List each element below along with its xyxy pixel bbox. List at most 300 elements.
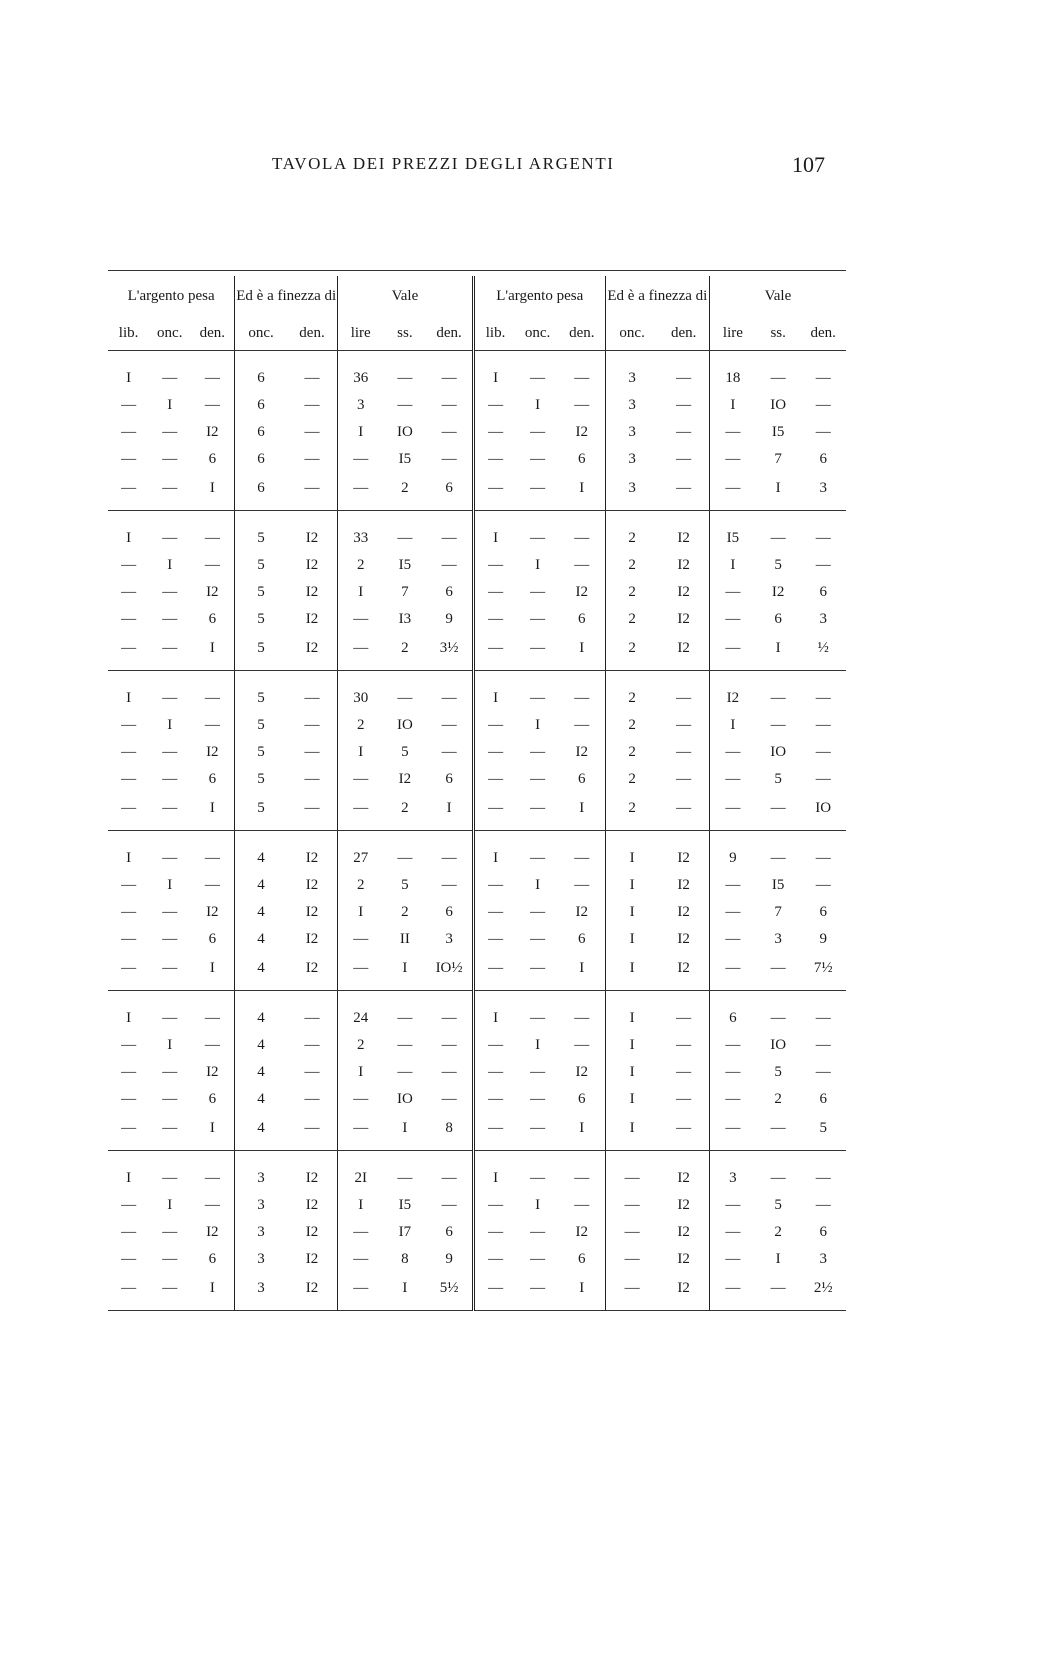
table-cell-fin-onc: 3: [257, 1251, 265, 1267]
table-cell-den: 6: [559, 1246, 606, 1273]
table-cell-onc: —: [162, 744, 178, 760]
table-cell-fin-onc: I: [605, 1113, 658, 1151]
table-cell-lib: —: [488, 877, 504, 893]
table-cell-onc: I: [535, 557, 541, 573]
table-cell-fin-den: I2: [658, 1246, 709, 1273]
table-cell-lire: I: [730, 397, 736, 413]
table-cell-fin-onc: 5: [235, 793, 287, 831]
table-cell-lire: —: [709, 633, 756, 671]
table-cell-ss: 5: [774, 1197, 782, 1213]
table-cell-fin-den: I2: [287, 511, 338, 553]
table-cell-lire: 3: [729, 1170, 737, 1186]
table-cell-lib: —: [121, 424, 137, 440]
table-cell-fin-onc: I: [629, 1010, 635, 1026]
table-cell-lib: —: [473, 953, 516, 991]
table-cell-ss: —: [397, 1037, 413, 1053]
table-cell-fin-onc: 4: [257, 904, 265, 920]
table-cell-den: I: [190, 633, 234, 671]
table-cell-fin-onc: I: [629, 931, 635, 947]
unit-header-ss: ss.: [756, 316, 800, 351]
table-row: [108, 671, 846, 713]
table-cell-val-den: —: [427, 671, 474, 713]
table-cell-lib: I: [493, 1010, 499, 1026]
table-cell-lib: —: [121, 1064, 137, 1080]
table-cell-val-den: —: [815, 850, 831, 866]
table-cell-lib: —: [488, 1091, 504, 1107]
table-cell-val-den: —: [815, 397, 831, 413]
table-cell-fin-den: I2: [287, 633, 338, 671]
table-cell-ss: IO: [770, 1037, 787, 1053]
table-cell-fin-den: I2: [658, 633, 709, 671]
table-cell-lire: —: [725, 611, 741, 627]
table-cell-fin-den: I2: [287, 872, 338, 899]
table-cell-fin-onc: 2: [628, 744, 636, 760]
table-cell-ss: —: [770, 370, 786, 386]
unit-header-lire: lire: [709, 316, 756, 351]
table-cell-val-den: 6: [427, 473, 474, 511]
table-cell-lire: —: [725, 904, 741, 920]
table-row: [108, 1246, 846, 1273]
table-cell-val-den: IO: [800, 793, 846, 831]
table-cell-onc: I: [167, 557, 173, 573]
table-cell-fin-onc: 6: [257, 451, 265, 467]
table-cell-onc: —: [530, 1170, 546, 1186]
table-cell-onc: —: [516, 1273, 558, 1311]
table-cell-den: —: [559, 872, 606, 899]
table-cell-val-den: —: [815, 771, 831, 787]
table-row: [108, 1113, 846, 1151]
table-cell-fin-den: I2: [287, 831, 338, 873]
table-cell-fin-onc: I: [629, 1037, 635, 1053]
table-cell-den: —: [559, 1151, 606, 1193]
table-row: [108, 793, 846, 831]
table-cell-onc: —: [162, 424, 178, 440]
table-cell-ss: I5: [771, 877, 785, 893]
table-cell-ss: 7: [774, 451, 782, 467]
group-header-row: [108, 276, 846, 316]
table-cell-fin-den: I2: [287, 606, 338, 633]
table-cell-den: 6: [559, 1086, 606, 1113]
table-cell-onc: —: [516, 793, 558, 831]
table-cell-lire: 33: [353, 530, 369, 546]
table-cell-val-den: 5½: [427, 1273, 474, 1311]
table-cell-lib: I: [493, 530, 499, 546]
table-row: [108, 1151, 846, 1193]
unit-header-val-den: den.: [800, 316, 846, 351]
table-cell-onc: I: [167, 717, 173, 733]
table-cell-val-den: —: [815, 690, 831, 706]
table-cell-den: —: [559, 351, 606, 393]
table-cell-fin-onc: 2: [628, 530, 636, 546]
table-cell-den: I: [559, 793, 606, 831]
table-cell-fin-onc: 3: [257, 1224, 265, 1240]
table-cell-lib: —: [488, 1037, 504, 1053]
table-cell-fin-den: —: [658, 1059, 709, 1086]
table-cell-ss: —: [397, 850, 413, 866]
table-cell-den: —: [190, 712, 234, 739]
table-cell-onc: —: [530, 451, 546, 467]
table-cell-onc: I: [535, 717, 541, 733]
table-cell-fin-den: —: [658, 351, 709, 393]
table-cell-den: —: [559, 1032, 606, 1059]
table-cell-lire: 2: [356, 877, 365, 893]
table-cell-val-den: —: [815, 424, 831, 440]
table-cell-fin-den: —: [658, 793, 709, 831]
table-cell-lib: I: [493, 850, 499, 866]
top-rule: [108, 270, 846, 271]
table-cell-lib: —: [488, 1197, 504, 1213]
table-cell-lire: I: [358, 424, 364, 440]
unit-header-den: den.: [190, 316, 234, 351]
table-cell-val-den: 9: [427, 1246, 474, 1273]
table-cell-lib: —: [108, 793, 149, 831]
table-cell-lib: I: [493, 690, 499, 706]
table-cell-fin-onc: 6: [257, 424, 265, 440]
table-cell-ss: I5: [771, 424, 785, 440]
table-row: [108, 831, 846, 873]
table-row: [108, 1059, 846, 1086]
table-cell-val-den: 3½: [427, 633, 474, 671]
table-cell-den: —: [559, 671, 606, 713]
table-cell-fin-onc: I: [629, 850, 635, 866]
table-cell-den: —: [190, 831, 234, 873]
table-cell-lire: I: [730, 557, 736, 573]
table-cell-onc: —: [530, 370, 546, 386]
table-cell-lib: —: [108, 473, 149, 511]
table-row: [108, 739, 846, 766]
table-cell-den: I2: [559, 419, 606, 446]
table-cell-ss: I5: [398, 557, 412, 573]
table-cell-lib: —: [488, 451, 504, 467]
table-cell-ss: 2: [383, 633, 426, 671]
table-cell-onc: —: [162, 1224, 178, 1240]
unit-header-fin-onc: onc.: [605, 316, 658, 351]
table-cell-val-den: 6: [819, 584, 827, 600]
table-cell-den: 6: [559, 606, 606, 633]
table-cell-lib: I: [126, 690, 132, 706]
unit-header-lib: lib.: [108, 316, 149, 351]
table-cell-val-den: —: [427, 511, 474, 553]
table-cell-val-den: —: [815, 1010, 831, 1026]
table-cell-fin-den: I2: [287, 926, 338, 953]
table-cell-onc: —: [149, 633, 190, 671]
table-cell-fin-onc: I: [629, 877, 635, 893]
table-cell-ss: 2: [383, 473, 426, 511]
table-cell-ss: IO: [396, 424, 413, 440]
table-cell-lire: —: [709, 1113, 756, 1151]
table-cell-ss: I: [383, 1113, 426, 1151]
table-cell-val-den: —: [427, 831, 474, 873]
table-row: [108, 633, 846, 671]
table-cell-ss: —: [756, 953, 800, 991]
table-cell-fin-den: I2: [658, 1219, 709, 1246]
table-cell-fin-onc: 3: [605, 473, 658, 511]
table-cell-ss: 5: [774, 557, 782, 573]
value-group-header: Vale: [764, 287, 792, 304]
value-group-header: Vale: [338, 276, 473, 316]
table-cell-lire: —: [709, 953, 756, 991]
table-cell-val-den: 2½: [800, 1273, 846, 1311]
table-cell-fin-onc: 5: [235, 633, 287, 671]
table-cell-onc: —: [162, 931, 178, 947]
table-cell-ss: I5: [398, 1197, 412, 1213]
table-cell-lire: —: [725, 1197, 741, 1213]
table-cell-lib: —: [473, 1113, 516, 1151]
table-cell-fin-den: —: [287, 1113, 338, 1151]
table-row: [108, 579, 846, 606]
table-cell-val-den: —: [427, 739, 474, 766]
table-cell-ss: IO: [770, 744, 787, 760]
table-cell-fin-den: I2: [287, 899, 338, 926]
table-cell-lire: —: [353, 1224, 369, 1240]
table-cell-lib: —: [121, 771, 137, 787]
table-cell-lire: —: [353, 1091, 369, 1107]
table-cell-onc: —: [149, 1113, 190, 1151]
table-cell-lire: 6: [729, 1010, 737, 1026]
table-cell-onc: —: [162, 1251, 178, 1267]
table-cell-val-den: 3: [819, 611, 827, 627]
table-cell-val-den: —: [427, 991, 474, 1033]
table-cell-lib: —: [121, 451, 137, 467]
table-cell-ss: 5: [774, 771, 782, 787]
table-cell-fin-den: —: [658, 392, 709, 419]
table-cell-fin-onc: 5: [257, 557, 265, 573]
table-cell-lib: —: [108, 633, 149, 671]
table-cell-lib: I: [126, 1010, 132, 1026]
table-row: [108, 552, 846, 579]
table-cell-fin-den: —: [658, 1032, 709, 1059]
table-cell-den: 6: [190, 766, 234, 793]
table-cell-onc: —: [530, 530, 546, 546]
table-cell-den: I: [190, 793, 234, 831]
table-cell-den: 6: [190, 606, 234, 633]
table-cell-val-den: —: [427, 1086, 474, 1113]
table-cell-ss: —: [756, 1273, 800, 1311]
table-cell-fin-onc: I: [629, 1091, 635, 1107]
table-cell-den: I2: [190, 579, 234, 606]
table-cell-fin-onc: 2: [628, 690, 636, 706]
table-cell-ss: IO: [396, 717, 413, 733]
unit-header-fin-onc: onc.: [235, 316, 287, 351]
table-cell-ss: —: [770, 1170, 786, 1186]
table-cell-lire: —: [709, 793, 756, 831]
table-cell-val-den: I: [427, 793, 474, 831]
unit-header-den: den.: [559, 316, 606, 351]
table-cell-val-den: 5: [800, 1113, 846, 1151]
table-row: [108, 926, 846, 953]
table-cell-onc: —: [149, 793, 190, 831]
table-cell-fin-den: I2: [658, 872, 709, 899]
table-cell-lire: 2: [356, 557, 365, 573]
table-cell-onc: —: [162, 370, 178, 386]
table-cell-val-den: 6: [819, 451, 827, 467]
table-row: [108, 953, 846, 991]
table-cell-onc: —: [530, 1091, 546, 1107]
table-cell-fin-onc: 3: [628, 370, 636, 386]
table-cell-ss: 5: [401, 877, 409, 893]
table-cell-onc: —: [530, 611, 546, 627]
table-cell-val-den: 3: [819, 1251, 827, 1267]
table-cell-onc: —: [162, 451, 178, 467]
table-cell-fin-den: —: [287, 712, 338, 739]
price-table-body: [108, 351, 846, 1311]
table-cell-ss: —: [397, 1170, 413, 1186]
table-cell-lib: I: [493, 1170, 499, 1186]
table-cell-onc: —: [162, 850, 178, 866]
table-cell-fin-den: —: [287, 1032, 338, 1059]
table-cell-lire: 9: [729, 850, 737, 866]
table-cell-val-den: 9: [427, 606, 474, 633]
table-cell-lire: 24: [353, 1010, 369, 1026]
table-cell-fin-den: I2: [658, 606, 709, 633]
table-row: [108, 606, 846, 633]
table-cell-den: I2: [190, 899, 234, 926]
table-cell-val-den: —: [815, 744, 831, 760]
table-cell-lire: —: [725, 1251, 741, 1267]
table-cell-den: I2: [559, 739, 606, 766]
table-cell-ss: I7: [398, 1224, 412, 1240]
table-cell-fin-den: —: [658, 712, 709, 739]
table-cell-fin-den: I2: [287, 552, 338, 579]
table-row: [108, 1086, 846, 1113]
table-cell-ss: I: [383, 953, 426, 991]
unit-header-lire: lire: [338, 316, 384, 351]
table-cell-lib: —: [121, 584, 137, 600]
table-cell-val-den: 3: [800, 473, 846, 511]
table-cell-fin-den: I2: [287, 579, 338, 606]
table-cell-fin-onc: 6: [235, 473, 287, 511]
table-cell-lire: —: [338, 633, 384, 671]
table-cell-fin-onc: 4: [257, 1064, 265, 1080]
table-cell-fin-den: I2: [287, 1192, 338, 1219]
table-cell-fin-onc: 2: [605, 793, 658, 831]
table-cell-ss: —: [397, 397, 413, 413]
table-cell-ss: I: [756, 633, 800, 671]
table-cell-val-den: —: [427, 1151, 474, 1193]
table-cell-fin-onc: 5: [257, 611, 265, 627]
table-cell-fin-onc: —: [624, 1224, 640, 1240]
table-cell-den: I2: [190, 739, 234, 766]
table-cell-fin-onc: —: [624, 1251, 640, 1267]
table-cell-fin-den: I2: [287, 1273, 338, 1311]
table-cell-fin-onc: 4: [235, 953, 287, 991]
table-cell-lib: —: [121, 717, 137, 733]
table-cell-fin-den: —: [287, 392, 338, 419]
table-cell-lib: I: [126, 850, 132, 866]
table-cell-fin-onc: 6: [257, 370, 265, 386]
table-cell-lib: I: [493, 370, 499, 386]
table-cell-lire: 2I: [354, 1170, 367, 1186]
table-cell-lire: —: [725, 771, 741, 787]
table-cell-ss: 6: [774, 611, 782, 627]
table-cell-lib: —: [488, 1251, 504, 1267]
table-cell-fin-den: —: [658, 446, 709, 473]
table-cell-val-den: 6: [427, 579, 474, 606]
table-cell-ss: —: [756, 793, 800, 831]
table-cell-val-den: —: [427, 712, 474, 739]
table-cell-val-den: —: [427, 1059, 474, 1086]
table-cell-den: —: [190, 872, 234, 899]
table-cell-lire: I: [358, 1064, 364, 1080]
unit-header-lib: lib.: [473, 316, 516, 351]
table-cell-fin-den: —: [658, 1113, 709, 1151]
page-number: 107: [792, 152, 825, 177]
table-cell-fin-onc: I: [629, 1064, 635, 1080]
table-cell-lib: —: [473, 793, 516, 831]
table-cell-ss: 3: [774, 931, 782, 947]
table-cell-fin-den: —: [287, 739, 338, 766]
table-cell-onc: —: [149, 473, 190, 511]
table-cell-fin-onc: 2: [628, 584, 636, 600]
table-cell-ss: —: [770, 850, 786, 866]
table-cell-fin-onc: —: [605, 1273, 658, 1311]
table-cell-lib: —: [488, 584, 504, 600]
table-cell-fin-onc: 5: [257, 744, 265, 760]
table-cell-lib: —: [108, 953, 149, 991]
table-cell-lire: —: [338, 473, 384, 511]
table-cell-onc: —: [149, 1273, 190, 1311]
table-cell-onc: —: [530, 931, 546, 947]
table-row: [108, 766, 846, 793]
table-cell-onc: —: [516, 473, 558, 511]
table-cell-fin-den: —: [287, 793, 338, 831]
table-cell-den: —: [190, 552, 234, 579]
table-cell-lib: —: [121, 397, 137, 413]
table-cell-val-den: —: [815, 1037, 831, 1053]
table-cell-fin-onc: 2: [628, 557, 636, 573]
table-cell-val-den: —: [815, 557, 831, 573]
table-cell-lire: —: [338, 1273, 384, 1311]
table-cell-fin-den: —: [658, 473, 709, 511]
table-cell-den: 6: [190, 926, 234, 953]
table-cell-fin-den: —: [287, 671, 338, 713]
table-cell-val-den: 6: [427, 1219, 474, 1246]
table-cell-val-den: —: [427, 872, 474, 899]
table-cell-onc: —: [530, 1251, 546, 1267]
table-row: [108, 473, 846, 511]
table-cell-val-den: 6: [427, 899, 474, 926]
table-cell-den: —: [190, 351, 234, 393]
table-cell-val-den: —: [815, 717, 831, 733]
table-cell-lire: I: [358, 904, 364, 920]
table-cell-val-den: 6: [819, 904, 827, 920]
table-cell-fin-den: I2: [658, 953, 709, 991]
table-cell-lib: —: [473, 633, 516, 671]
table-cell-lib: —: [488, 904, 504, 920]
table-cell-ss: 2: [401, 904, 409, 920]
table-row: [108, 351, 846, 393]
table-cell-lire: —: [353, 1251, 369, 1267]
table-cell-ss: —: [770, 690, 786, 706]
table-cell-fin-den: I2: [287, 1151, 338, 1193]
table-cell-fin-den: I2: [658, 1273, 709, 1311]
table-cell-lire: 27: [353, 850, 369, 866]
table-cell-fin-onc: —: [624, 1197, 640, 1213]
table-cell-onc: —: [530, 744, 546, 760]
table-cell-fin-den: I2: [658, 831, 709, 873]
unit-header-row: [108, 316, 846, 351]
table-cell-lib: —: [121, 931, 137, 947]
table-cell-lire: —: [725, 1091, 741, 1107]
table-cell-ss: —: [397, 1010, 413, 1026]
table-cell-lire: I2: [726, 690, 740, 706]
table-cell-lire: —: [338, 793, 384, 831]
table-cell-fin-onc: 4: [257, 1091, 265, 1107]
table-cell-den: I: [559, 1273, 606, 1311]
table-cell-lire: —: [725, 424, 741, 440]
table-cell-ss: 2: [774, 1091, 782, 1107]
table-cell-val-den: 8: [427, 1113, 474, 1151]
